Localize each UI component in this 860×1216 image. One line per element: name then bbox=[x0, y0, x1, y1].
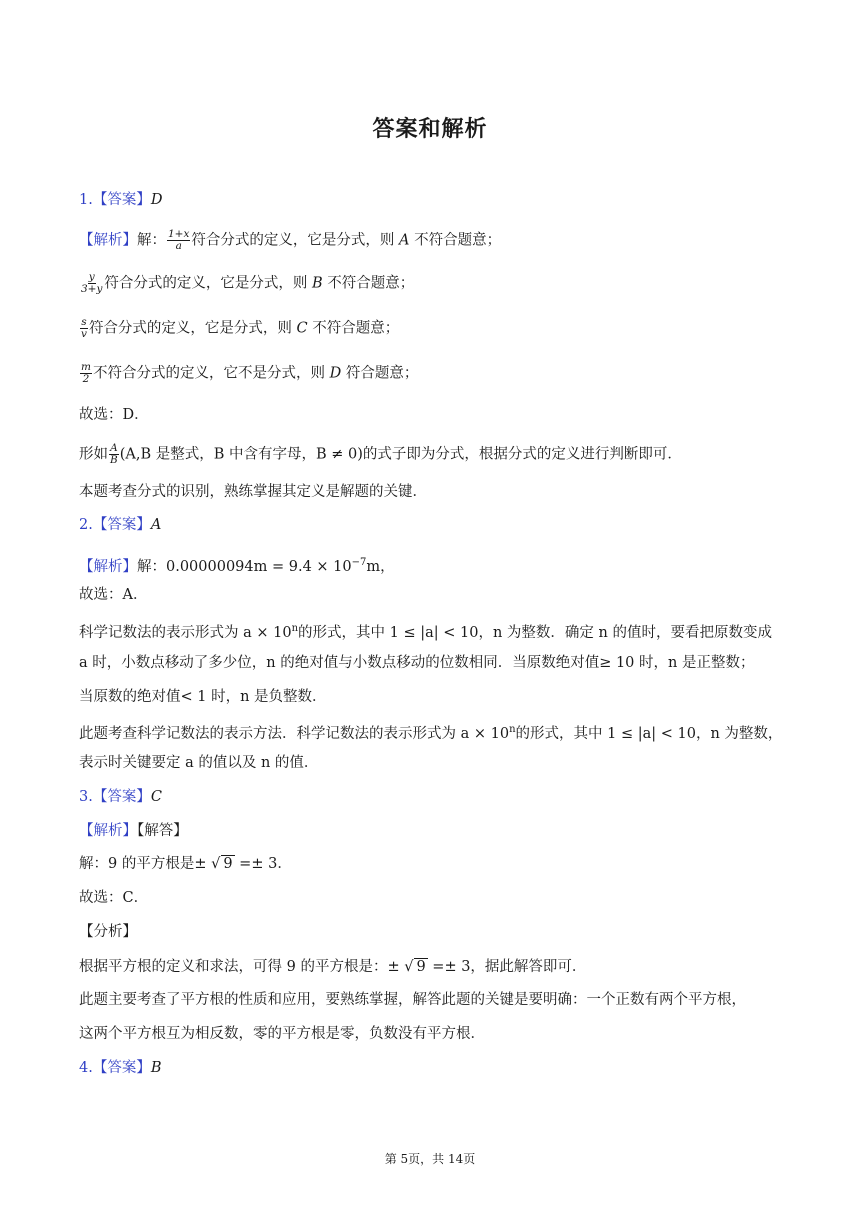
q2-analysis-line-5: 当原数的绝对值< 1 时，n 是负整数． bbox=[79, 689, 327, 705]
q2-answer-line bbox=[79, 514, 800, 536]
page-title: 答案和解析 bbox=[372, 116, 488, 142]
q1-answer-line bbox=[79, 189, 800, 211]
q3-l1-b: =± 3． bbox=[234, 856, 292, 872]
q1-l1-text-b: 不符合题意； bbox=[409, 232, 502, 249]
q3-answer-line bbox=[79, 786, 800, 808]
q2-answer: A bbox=[150, 517, 162, 533]
q2-analysis-line-4: a 时，小数点移动了多少位，n 的绝对值与小数点移动的位数相同．当原数绝对值≥ 10 时，n 是正整数； bbox=[79, 655, 755, 671]
q1-l4-var: D bbox=[329, 365, 342, 382]
q1-analysis-tag: 【解析】 bbox=[79, 232, 137, 249]
q3-choice: 故选：C． bbox=[79, 890, 149, 906]
q4-answer-line bbox=[79, 1057, 800, 1079]
q2-l6-sup: n bbox=[509, 724, 516, 735]
q1-analysis-line-3 bbox=[79, 317, 800, 340]
q1-l1-var: A bbox=[399, 232, 410, 249]
q2-l1-a: 解：0.00000094m = 9.4 × 10 bbox=[137, 558, 352, 575]
q3-l3-a: 根据平方根的定义和求法，可得 9 的平方根是：± bbox=[79, 959, 405, 975]
q1-frac2-den: 3+y bbox=[81, 283, 103, 295]
q2-analysis-line-3 bbox=[79, 618, 800, 644]
q1-l6-b: (A,B 是整式，B 中含有字母，B ≠ 0)的式子即为分式，根据分式的定义进行判断即可． bbox=[119, 446, 682, 463]
q1-l1-text-a: 符合分式的定义，它是分式，则 bbox=[191, 232, 400, 249]
q1-l4-text-a: 不符合分式的定义，它不是分式，则 bbox=[92, 365, 330, 382]
q1-l2-text-b: 不符合题意； bbox=[322, 275, 415, 292]
q3-radicand-2: 9 bbox=[416, 959, 426, 975]
q1-frac1-num: 1+x bbox=[168, 228, 190, 240]
q1-frac4-num: m bbox=[81, 361, 91, 373]
q3-analysis-line-5: 这两个平方根互为相反数，零的平方根是零，负数没有平方根． bbox=[79, 1026, 485, 1042]
q3-solution-line bbox=[79, 853, 800, 875]
q1-fraction-5 bbox=[109, 443, 119, 466]
q1-frac3-den: v bbox=[81, 328, 87, 340]
q1-l1-lead: 解： bbox=[137, 232, 166, 249]
q2-l1-b: m， bbox=[366, 558, 395, 575]
q4-answer-tag: 【答案】 bbox=[92, 1060, 151, 1076]
q1-l3-text-b: 不符合题意； bbox=[307, 320, 400, 337]
q1-frac4-den: 2 bbox=[82, 373, 90, 385]
q3-l3-b: =± 3，据此解答即可． bbox=[427, 959, 587, 975]
q4-number: 4. bbox=[79, 1060, 93, 1076]
q3-analysis-tag: 【解析】 bbox=[79, 823, 137, 839]
q3-solve-tag: 【解答】 bbox=[137, 823, 188, 839]
page-footer: 第 5页，共 14页 bbox=[384, 1152, 476, 1166]
q3-radicand-1: 9 bbox=[223, 856, 233, 872]
q1-l3-var: C bbox=[296, 320, 308, 337]
q3-answer: C bbox=[150, 789, 162, 805]
q3-l1-a: 解：9 的平方根是± bbox=[79, 856, 212, 872]
q1-fraction-2 bbox=[80, 272, 103, 295]
q1-answer: D bbox=[150, 192, 163, 208]
q3-sqrt-1: √ 9 bbox=[211, 856, 233, 872]
q3-analysis-line-3 bbox=[79, 956, 800, 978]
q1-l2-text-a: 符合分式的定义，它是分式，则 bbox=[104, 275, 313, 292]
q1-frac5-num: A bbox=[110, 442, 118, 454]
q2-analysis-line-6 bbox=[79, 719, 800, 745]
q2-analysis-tag: 【解析】 bbox=[79, 558, 137, 575]
q2-l3-a: 科学记数法的表示形式为 a × 10 bbox=[79, 624, 292, 641]
q1-l3-text-a: 符合分式的定义，它是分式，则 bbox=[88, 320, 297, 337]
q1-fraction-3 bbox=[80, 317, 88, 340]
q1-frac1-den: a bbox=[175, 240, 182, 252]
q1-analysis-line-4 bbox=[79, 362, 800, 385]
q2-l6-b: 的形式，其中 1 ≤ |a| < 10，n 为整数， bbox=[515, 725, 783, 742]
q1-frac2-num: y bbox=[88, 271, 95, 283]
q1-analysis-line-1 bbox=[79, 229, 800, 252]
q1-fraction-1 bbox=[167, 229, 190, 252]
q3-answer-tag: 【答案】 bbox=[92, 789, 151, 805]
q1-l4-text-b: 符合题意； bbox=[341, 365, 419, 382]
q3-fenxi-tag: 【分析】 bbox=[79, 924, 137, 940]
q1-analysis-line-6 bbox=[79, 443, 800, 466]
q3-number: 3. bbox=[79, 789, 93, 805]
q1-l2-var: B bbox=[312, 275, 323, 292]
q2-l6-a: 此题考查科学记数法的表示方法．科学记数法的表示形式为 a × 10 bbox=[79, 725, 510, 742]
q2-answer-tag: 【答案】 bbox=[92, 517, 151, 533]
q1-fraction-4 bbox=[80, 362, 92, 385]
q2-number: 2. bbox=[79, 517, 93, 533]
q1-summary: 本题考查分式的识别，熟练掌握其定义是解题的关键． bbox=[79, 484, 427, 500]
q2-choice: 故选：A． bbox=[79, 587, 148, 603]
q2-analysis-line-1 bbox=[79, 552, 800, 578]
q4-answer: B bbox=[150, 1060, 162, 1076]
q1-l6-a: 形如 bbox=[79, 446, 108, 463]
q1-frac3-num: s bbox=[81, 316, 87, 328]
q2-l3-sup: n bbox=[291, 623, 299, 634]
q2-analysis-line-7: 表示时关键要定 a 的值以及 n 的值． bbox=[79, 755, 319, 771]
q2-l1-sup: −7 bbox=[351, 557, 367, 568]
q1-answer-tag: 【答案】 bbox=[92, 192, 151, 208]
q3-sqrt-2: √ 9 bbox=[404, 959, 426, 975]
q1-number: 1. bbox=[79, 192, 93, 208]
q1-frac5-den: B bbox=[110, 454, 118, 466]
q3-analysis-line-4: 此题主要考查了平方根的性质和应用，要熟练掌握，解答此题的关键是要明确：一个正数有两个平方根， bbox=[79, 992, 746, 1008]
q3-analysis-line bbox=[79, 820, 800, 842]
q1-analysis-line-2 bbox=[79, 272, 800, 295]
q1-choice: 故选：D． bbox=[79, 407, 149, 423]
q2-l3-b: 的形式，其中 1 ≤ |a| < 10，n 为整数．确定 n 的值时，要看把原数变成 bbox=[298, 624, 772, 641]
